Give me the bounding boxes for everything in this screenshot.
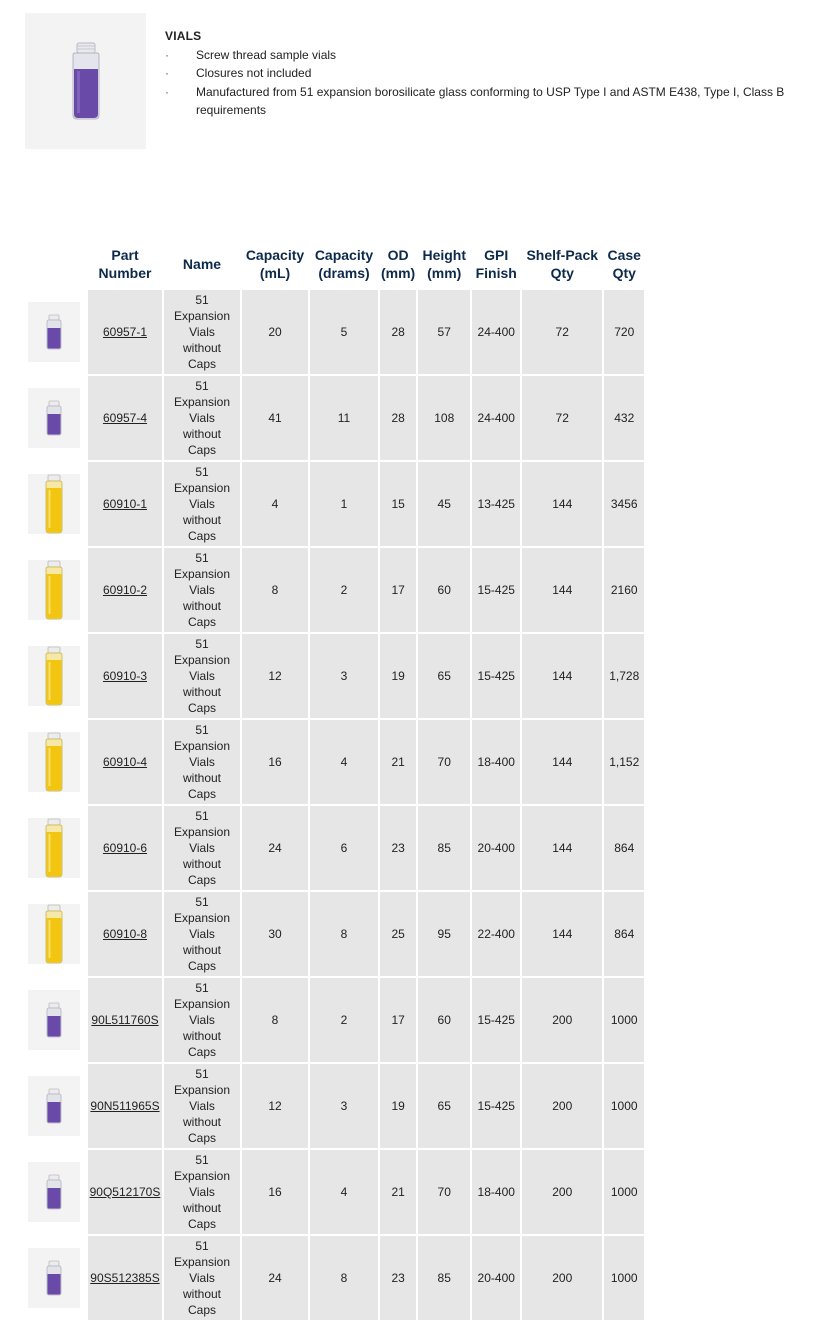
name-line: Vials xyxy=(189,411,215,425)
name-line: 51 xyxy=(195,809,209,823)
cell-name xyxy=(164,548,240,632)
row-thumbnail xyxy=(22,290,86,374)
cell-shelf-pack: 200 xyxy=(522,978,602,1062)
cell-shelf-pack: 72 xyxy=(522,290,602,374)
cell-height: 65 xyxy=(418,1064,470,1148)
name-line: 51 xyxy=(195,293,209,307)
section-title: VIALS xyxy=(165,29,202,43)
table-row xyxy=(22,462,644,546)
cell-capacity-drams: 3 xyxy=(310,1064,378,1148)
table-row xyxy=(22,892,644,976)
name-line: Expansion xyxy=(173,1255,231,1269)
table-row xyxy=(22,806,644,890)
cell-gpi-finish: 15-425 xyxy=(472,548,520,632)
name-line: without xyxy=(182,771,222,785)
cell-case-qty: 1000 xyxy=(604,1236,644,1320)
purple-vial-icon xyxy=(45,1002,63,1038)
name-line: Vials xyxy=(189,755,215,769)
purple-vial-icon xyxy=(45,314,63,350)
cell-name xyxy=(164,1064,240,1148)
feature-bullet xyxy=(165,83,815,120)
name-line: 51 xyxy=(195,551,209,565)
cell-shelf-pack: 200 xyxy=(522,1064,602,1148)
cell-gpi-finish: 20-400 xyxy=(472,806,520,890)
cell-shelf-pack: 144 xyxy=(522,720,602,804)
name-line: Caps xyxy=(187,529,216,543)
part-number-link[interactable]: 90S512385S xyxy=(90,1271,160,1285)
cell-height: 65 xyxy=(418,634,470,718)
cell-height: 108 xyxy=(418,376,470,460)
cell-name xyxy=(164,892,240,976)
header-od: OD (mm) xyxy=(380,240,416,288)
table-row xyxy=(22,1236,644,1320)
row-thumbnail xyxy=(22,1064,86,1148)
vial-thumbnail xyxy=(28,388,80,448)
table-row xyxy=(22,720,644,804)
row-thumbnail xyxy=(22,462,86,546)
table-row xyxy=(22,290,644,374)
name-line: without xyxy=(182,943,222,957)
cell-part-number xyxy=(88,376,162,460)
cell-od: 19 xyxy=(380,1064,416,1148)
cell-shelf-pack: 200 xyxy=(522,1150,602,1234)
cell-od: 17 xyxy=(380,548,416,632)
name-line: without xyxy=(182,599,222,613)
part-number-link[interactable]: 90N511965S xyxy=(90,1099,160,1113)
row-thumbnail xyxy=(22,548,86,632)
cell-gpi-finish: 24-400 xyxy=(472,376,520,460)
vial-thumbnail xyxy=(28,1248,80,1308)
name-line: Vials xyxy=(189,325,215,339)
name-line: 51 xyxy=(195,981,209,995)
cell-capacity-drams: 8 xyxy=(310,1236,378,1320)
name-line: Vials xyxy=(189,841,215,855)
cell-name xyxy=(164,376,240,460)
name-line: Vials xyxy=(189,1099,215,1113)
name-line: Expansion xyxy=(173,481,231,495)
part-number-link[interactable]: 60957-1 xyxy=(102,325,148,339)
cell-case-qty: 1000 xyxy=(604,1064,644,1148)
cell-name xyxy=(164,290,240,374)
vial-thumbnail xyxy=(28,302,80,362)
cell-shelf-pack: 144 xyxy=(522,634,602,718)
name-line: Caps xyxy=(187,959,216,973)
name-line: 51 xyxy=(195,1067,209,1081)
cell-part-number xyxy=(88,892,162,976)
cell-part-number xyxy=(88,290,162,374)
cell-capacity-ml: 24 xyxy=(242,806,308,890)
header-shelf-pack: Shelf-Pack Qty xyxy=(522,240,602,288)
cell-od: 19 xyxy=(380,634,416,718)
cell-part-number xyxy=(88,1236,162,1320)
cell-capacity-drams: 4 xyxy=(310,1150,378,1234)
cell-capacity-drams: 4 xyxy=(310,720,378,804)
cell-height: 45 xyxy=(418,462,470,546)
table-header-row xyxy=(22,240,644,288)
cell-height: 95 xyxy=(418,892,470,976)
cell-capacity-ml: 4 xyxy=(242,462,308,546)
cell-capacity-drams: 11 xyxy=(310,376,378,460)
name-line: Caps xyxy=(187,1045,216,1059)
cell-od: 28 xyxy=(380,376,416,460)
header-height: Height (mm) xyxy=(418,240,470,288)
part-number-link[interactable]: 90L511760S xyxy=(91,1013,159,1027)
cell-od: 21 xyxy=(380,720,416,804)
name-line: Caps xyxy=(187,1131,216,1145)
cell-case-qty: 2160 xyxy=(604,548,644,632)
cell-case-qty: 1000 xyxy=(604,1150,644,1234)
name-line: Expansion xyxy=(173,1169,231,1183)
cell-name xyxy=(164,1150,240,1234)
vial-thumbnail xyxy=(28,560,80,620)
vial-thumbnail xyxy=(28,732,80,792)
part-number-link[interactable]: 60910-3 xyxy=(102,669,148,683)
cell-capacity-drams: 6 xyxy=(310,806,378,890)
name-line: Caps xyxy=(187,357,216,371)
cell-part-number xyxy=(88,462,162,546)
feature-list xyxy=(165,46,815,120)
cell-part-number xyxy=(88,634,162,718)
name-line: without xyxy=(182,1115,222,1129)
header-part-number: Part Number xyxy=(88,240,162,288)
name-line: Caps xyxy=(187,443,216,457)
purple-vial-icon xyxy=(45,1174,63,1210)
cell-od: 21 xyxy=(380,1150,416,1234)
feature-bullet: · Screw thread sample vials xyxy=(165,46,815,65)
cell-height: 85 xyxy=(418,806,470,890)
name-line: Caps xyxy=(187,787,216,801)
name-line: without xyxy=(182,857,222,871)
name-line: 51 xyxy=(195,723,209,737)
cell-od: 25 xyxy=(380,892,416,976)
cell-shelf-pack: 72 xyxy=(522,376,602,460)
part-number-link[interactable]: 60910-2 xyxy=(102,583,148,597)
cell-name xyxy=(164,462,240,546)
product-table-wrapper xyxy=(20,238,646,1322)
name-line: without xyxy=(182,685,222,699)
cell-capacity-drams: 2 xyxy=(310,978,378,1062)
row-thumbnail xyxy=(22,634,86,718)
vial-thumbnail xyxy=(28,474,80,534)
header-image xyxy=(22,240,86,288)
name-line: Expansion xyxy=(173,1083,231,1097)
cell-shelf-pack: 144 xyxy=(522,462,602,546)
table-row xyxy=(22,376,644,460)
cell-gpi-finish: 18-400 xyxy=(472,720,520,804)
amber-vial-icon xyxy=(44,904,64,964)
row-thumbnail xyxy=(22,806,86,890)
cell-name xyxy=(164,806,240,890)
cell-part-number xyxy=(88,720,162,804)
row-thumbnail xyxy=(22,1150,86,1234)
cell-part-number xyxy=(88,1064,162,1148)
name-line: Expansion xyxy=(173,653,231,667)
cell-gpi-finish: 24-400 xyxy=(472,290,520,374)
cell-od: 28 xyxy=(380,290,416,374)
name-line: Vials xyxy=(189,1013,215,1027)
cell-od: 15 xyxy=(380,462,416,546)
cell-gpi-finish: 15-425 xyxy=(472,978,520,1062)
cell-capacity-ml: 8 xyxy=(242,548,308,632)
feature-bullet: · Closures not included xyxy=(165,64,815,83)
part-number-link[interactable]: 60957-4 xyxy=(102,411,148,425)
vial-thumbnail xyxy=(28,904,80,964)
cell-capacity-ml: 41 xyxy=(242,376,308,460)
cell-case-qty: 864 xyxy=(604,892,644,976)
table-row xyxy=(22,548,644,632)
cell-gpi-finish: 13-425 xyxy=(472,462,520,546)
row-thumbnail xyxy=(22,892,86,976)
cell-capacity-ml: 16 xyxy=(242,1150,308,1234)
cell-case-qty: 720 xyxy=(604,290,644,374)
name-line: Caps xyxy=(187,1217,216,1231)
cell-name xyxy=(164,1236,240,1320)
name-line: Vials xyxy=(189,927,215,941)
product-table xyxy=(20,238,646,1322)
cell-capacity-ml: 24 xyxy=(242,1236,308,1320)
cell-shelf-pack: 144 xyxy=(522,548,602,632)
cell-capacity-drams: 5 xyxy=(310,290,378,374)
vial-thumbnail xyxy=(28,1162,80,1222)
cell-gpi-finish: 22-400 xyxy=(472,892,520,976)
cell-capacity-ml: 20 xyxy=(242,290,308,374)
purple-vial-icon xyxy=(45,1088,63,1124)
name-line: Vials xyxy=(189,669,215,683)
name-line: Vials xyxy=(189,497,215,511)
amber-vial-icon xyxy=(44,560,64,620)
purple-vial-icon xyxy=(61,41,111,121)
name-line: Expansion xyxy=(173,997,231,1011)
name-line: Expansion xyxy=(173,911,231,925)
cell-gpi-finish: 15-425 xyxy=(472,634,520,718)
cell-part-number xyxy=(88,978,162,1062)
cell-height: 60 xyxy=(418,548,470,632)
cell-name xyxy=(164,978,240,1062)
name-line: 51 xyxy=(195,465,209,479)
vial-thumbnail xyxy=(28,990,80,1050)
cell-capacity-drams: 8 xyxy=(310,892,378,976)
name-line: without xyxy=(182,513,222,527)
part-number-link[interactable]: 60910-6 xyxy=(102,841,148,855)
name-line: Expansion xyxy=(173,739,231,753)
header-name: Name xyxy=(164,240,240,288)
name-line: 51 xyxy=(195,1153,209,1167)
cell-od: 23 xyxy=(380,806,416,890)
cell-name xyxy=(164,634,240,718)
name-line: Expansion xyxy=(173,567,231,581)
cell-case-qty: 432 xyxy=(604,376,644,460)
row-thumbnail xyxy=(22,720,86,804)
cell-height: 70 xyxy=(418,1150,470,1234)
row-thumbnail xyxy=(22,978,86,1062)
header-capacity-drams: Capacity (drams) xyxy=(310,240,378,288)
row-thumbnail xyxy=(22,376,86,460)
row-thumbnail xyxy=(22,1236,86,1320)
cell-capacity-ml: 30 xyxy=(242,892,308,976)
purple-vial-icon xyxy=(45,400,63,436)
part-number-link[interactable]: 60910-1 xyxy=(102,497,148,511)
cell-capacity-drams: 1 xyxy=(310,462,378,546)
cell-capacity-ml: 12 xyxy=(242,634,308,718)
product-image-vial xyxy=(25,13,146,149)
vial-thumbnail xyxy=(28,646,80,706)
name-line: 51 xyxy=(195,1239,209,1253)
part-number-link[interactable]: 90Q512170S xyxy=(89,1185,161,1199)
part-number-link[interactable]: 60910-8 xyxy=(102,927,148,941)
name-line: Vials xyxy=(189,1185,215,1199)
name-line: without xyxy=(182,341,222,355)
part-number-link[interactable]: 60910-4 xyxy=(102,755,148,769)
cell-capacity-ml: 8 xyxy=(242,978,308,1062)
cell-capacity-ml: 12 xyxy=(242,1064,308,1148)
amber-vial-icon xyxy=(44,818,64,878)
cell-case-qty: 864 xyxy=(604,806,644,890)
product-intro xyxy=(165,27,815,120)
cell-name xyxy=(164,720,240,804)
name-line: Caps xyxy=(187,873,216,887)
name-line: Expansion xyxy=(173,395,231,409)
name-line: 51 xyxy=(195,895,209,909)
name-line: Caps xyxy=(187,615,216,629)
table-body xyxy=(22,290,644,1320)
cell-case-qty: 1,152 xyxy=(604,720,644,804)
cell-part-number xyxy=(88,806,162,890)
cell-od: 23 xyxy=(380,1236,416,1320)
amber-vial-icon xyxy=(44,474,64,534)
name-line: Vials xyxy=(189,1271,215,1285)
cell-od: 17 xyxy=(380,978,416,1062)
name-line: 51 xyxy=(195,637,209,651)
vial-thumbnail xyxy=(28,818,80,878)
cell-gpi-finish: 15-425 xyxy=(472,1064,520,1148)
amber-vial-icon xyxy=(44,732,64,792)
name-line: Expansion xyxy=(173,825,231,839)
cell-part-number xyxy=(88,1150,162,1234)
cell-height: 85 xyxy=(418,1236,470,1320)
table-row xyxy=(22,1064,644,1148)
table-row xyxy=(22,978,644,1062)
feature-bullet-text: Manufactured from 51 expansion borosilicate glass conforming to USP Type I and ASTM E438, Type I, Class B requirements xyxy=(196,84,785,117)
cell-case-qty: 1,728 xyxy=(604,634,644,718)
name-line: Vials xyxy=(189,583,215,597)
cell-case-qty: 1000 xyxy=(604,978,644,1062)
cell-shelf-pack: 144 xyxy=(522,892,602,976)
table-row xyxy=(22,1150,644,1234)
cell-part-number xyxy=(88,548,162,632)
name-line: Caps xyxy=(187,1303,216,1317)
name-line: without xyxy=(182,1029,222,1043)
cell-shelf-pack: 144 xyxy=(522,806,602,890)
name-line: Caps xyxy=(187,701,216,715)
amber-vial-icon xyxy=(44,646,64,706)
table-row xyxy=(22,634,644,718)
cell-height: 70 xyxy=(418,720,470,804)
header-gpi-finish: GPI Finish xyxy=(472,240,520,288)
cell-case-qty: 3456 xyxy=(604,462,644,546)
cell-capacity-drams: 3 xyxy=(310,634,378,718)
name-line: without xyxy=(182,1201,222,1215)
cell-capacity-ml: 16 xyxy=(242,720,308,804)
cell-gpi-finish: 20-400 xyxy=(472,1236,520,1320)
vial-thumbnail xyxy=(28,1076,80,1136)
cell-gpi-finish: 18-400 xyxy=(472,1150,520,1234)
name-line: Expansion xyxy=(173,309,231,323)
cell-shelf-pack: 200 xyxy=(522,1236,602,1320)
name-line: without xyxy=(182,1287,222,1301)
name-line: without xyxy=(182,427,222,441)
name-line: 51 xyxy=(195,379,209,393)
cell-height: 60 xyxy=(418,978,470,1062)
header-capacity-ml: Capacity (mL) xyxy=(242,240,308,288)
purple-vial-icon xyxy=(45,1260,63,1296)
header-case-qty: Case Qty xyxy=(604,240,644,288)
cell-height: 57 xyxy=(418,290,470,374)
cell-capacity-drams: 2 xyxy=(310,548,378,632)
